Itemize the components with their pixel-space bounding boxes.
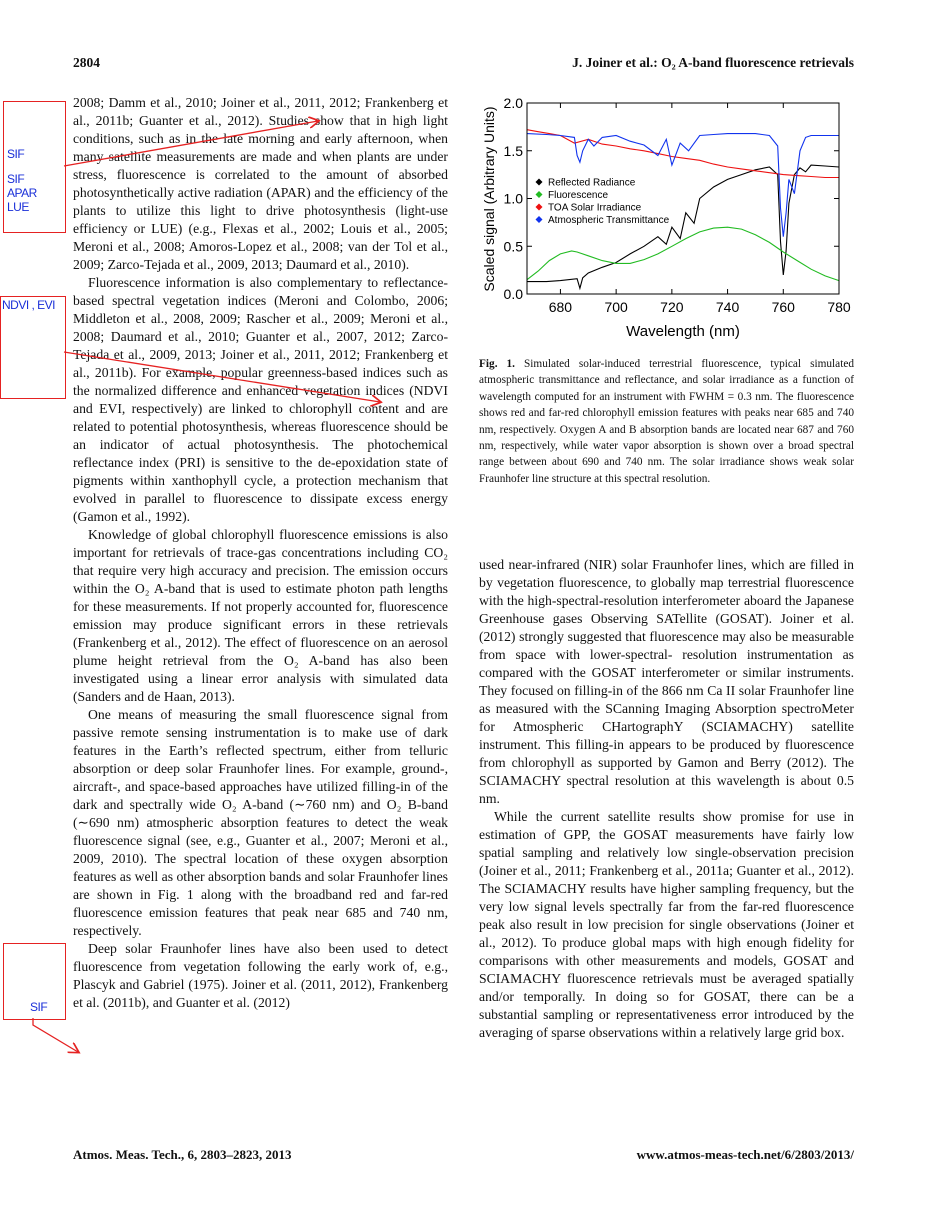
annotation-note-2: NDVI , EVI — [2, 298, 56, 312]
annotation-line: LUE — [7, 200, 29, 214]
paragraph-3: Knowledge of global chlorophyll fluorescence emissions is also important for retrievals of trace-gas concentrations including CO₂ that require very high accuracy and precision. The emission occurs within the O₂ A-band that is used to estimate photon path lengths for these measurements. If not properly accounted for, fluorescence emission may produce significant errors in these retrievals (Frankenberg et al., 2012). The effect of fluorescence on an aerosol plume height retrieval from the O₂ A-band has also been investigated using a linear error analysis with simulated data (Sanders and de Haan, 2013). — [73, 527, 448, 704]
paragraph-4: One means of measuring the small fluorescence signal from passive remote sensing instrumentation is to make use of dark features in the Earth’s reflected spectrum, either from telluric absorption or deep solar Fraunhofer lines. For example, ground-, aircraft-, and space-based approaches have utilized filling-in of the dark and spectrally wide O₂ A-band (∼760 nm) and O₂ B-band (∼690 nm) atmospheric absorption features to detect the weak fluorescence signal (see, e.g., Guanter et al., 2007; Meroni et al., 2009, 2010). The spectral location of these oxygen absorption features as well as other absorption bands and solar Fraunhofer lines are shown in Fig. 1 along with the broadband red and far-red fluorescence emission features that peak near 685 and 740 nm, respectively. — [73, 707, 448, 938]
page-number: 2804 — [73, 55, 100, 70]
annotation-arrow-1 — [64, 121, 318, 166]
y-tick-label: 0.0 — [503, 286, 523, 302]
paragraph-1: 2008; Damm et al., 2010; Joiner et al., 2011, 2012; Frankenberg et al., 2011b; Guanter et al., 2012). Studies show that in high light conditions, such as in the late morning and early afternoon, when many satellite measurements are made and when plants are under stress, fluorescence is correlated to the amount of absorbed photosynthetically active radiation (APAR) and the efficiency of the plants to utilize this light to drive photosynthesis (light-use efficiency or LUE) (e.g., Flexas et al., 2002; Louis et al., 2005; Meroni et al., 2008; Amoros-Lopez et al., 2008; van der Tol et al., 2009; Zarco-Tejada et al., 2009, 2013; Daumard et al., 2010). — [73, 95, 448, 272]
x-tick-label: 680 — [548, 299, 573, 315]
y-tick-label: 1.0 — [503, 190, 523, 207]
x-tick-label: 760 — [771, 299, 795, 315]
x-tick-label: 740 — [715, 299, 740, 315]
x-axis-label: Wavelength (nm) — [626, 323, 740, 340]
annotation-line: APAR — [7, 186, 37, 200]
y-tick-label: 1.5 — [503, 142, 523, 159]
annotation-arrow-3 — [33, 1018, 78, 1052]
x-tick-label: 720 — [660, 299, 684, 315]
legend-entry: Fluorescence — [548, 190, 609, 201]
paragraph-2: Fluorescence information is also complementary to reflectance-based spectral vegetation indices (Meroni and Colombo, 2006; Middleton et al., 2008, 2009; Rascher et al., 2009; Meroni et al., 2008; Daumard et al., 2010; Guanter et al., 2007, 2012; Zarco-Tejada et al., 2009, 2013; Joiner et al., 2011, 2012; Frankenberg et al., 2011b). For example, popular greenness-based indices such as the normalized difference and enhanced vegetation indices (NDVI and EVI, respectively) are linked to chlorophyll content and are related to potential photosynthesis, whereas fluorescence should be an indicator of actual photosynthesis. The photochemical reflectance index (PRI) is sensitive to the de-epoxidation state of pigments within xanthophyll cycle, a protection mechanism that evolved in parallel to fluorescence to dissipate excess energy (Gamon et al., 1992). — [73, 275, 448, 524]
y-tick-label: 0.5 — [503, 238, 523, 255]
paragraph-6: used near-infrared (NIR) solar Fraunhofer lines, which are filled in by vegetation fluorescence, to globally map terrestrial fluorescence with the high-spectral-resolution interferometer aboard the Japanese Greenhouse gases Observing SATellite (GOSAT). Joiner et al. (2012) strongly suggested that fluorescence may also be measurable from space with lower-spectral- resolution instrumentation as compared with the GOSAT interferometer or similar instruments. They focused on filling-in of the 866 nm Ca II solar Fraunhofer line as measured with the SCanning Imaging Absorption spectroMeter for Atmospheric CHartographY (SCIAMACHY) satellite instrument. This filling-in appears to be produced by fluorescence from chlorophyll as supported by Gamon and Berry (2012). The SCIAMACHY spectral resolution at this wavelength is about 0.5 nm. — [479, 557, 854, 806]
x-tick-label: 700 — [604, 299, 628, 315]
legend-entry: Reflected Radiance — [548, 177, 636, 189]
caption-label: Fig. 1. — [479, 358, 515, 370]
annotation-line: SIF — [7, 147, 25, 161]
caption-text: Simulated solar-induced terrestrial fluorescence, typical simulated atmospheric transmittance and reflectance, and solar irradiance as a function of wavelength computed for an instrument with FWHM = 0.3 nm. The fluorescence shows red and far-red chlorophyll emission features with peaks near 685 and 740 nm, respectively. Oxygen A and B absorption bands are located near 687 and 760 nm, respectively, while water vapor absorption is shown over a broad spectral range between about 690 and 740 nm. The solar irradiance shows weak solar Fraunhofer line structure at this spectral resolution. — [479, 358, 854, 485]
x-tick-label: 780 — [827, 299, 851, 315]
annotation-line: SIF — [7, 172, 25, 186]
footer-journal: Atmos. Meas. Tech., 6, 2803–2823, 2013 — [73, 1147, 292, 1162]
legend-entry: Atmospheric Transmittance — [548, 215, 670, 226]
annotation-note-3: SIF — [30, 1000, 48, 1014]
y-tick-label: 2.0 — [503, 95, 523, 111]
paragraph-5: Deep solar Fraunhofer lines have also been used to detect fluorescence from vegetation following the early work of, e.g., Plascyk and Gabriel (1975). Joiner et al. (2011, 2012), Frankenberg et al. (2011b), and Guanter et al. (2012) — [73, 941, 448, 1010]
footer-url: www.atmos-meas-tech.net/6/2803/2013/ — [636, 1147, 854, 1162]
annotation-arrow-2 — [64, 352, 380, 402]
paragraph-7: While the current satellite results show promise for use in estimation of GPP, the GOSAT measurements have fairly low spatial sampling and relatively low single-observation precision (Joiner et al., 2011; Frankenberg et al., 2011a; Guanter et al., 2012). The SCIAMACHY results have higher sampling frequency, but the very low signal levels spectrally far from the far-red fluorescence peak also result in low precision for single observations (Joiner et al., 2012). To produce global maps with high enough fidelity for comparisons with other measurements and models, GOSAT and SCIAMACHY fluorescence retrievals must be averaged spatially and/or temporally. In doing so for GOSAT, there can be a substantial sampling or representativeness error introduced by the averaging of sparse observations within a relatively large grid box. — [479, 809, 854, 1040]
running-title: J. Joiner et al.: O₂ A-band fluorescence retrievals — [572, 55, 854, 70]
y-axis-label: Scaled signal (Arbitrary Units) — [481, 106, 497, 292]
legend-entry: TOA Solar Irradiance — [548, 202, 642, 214]
